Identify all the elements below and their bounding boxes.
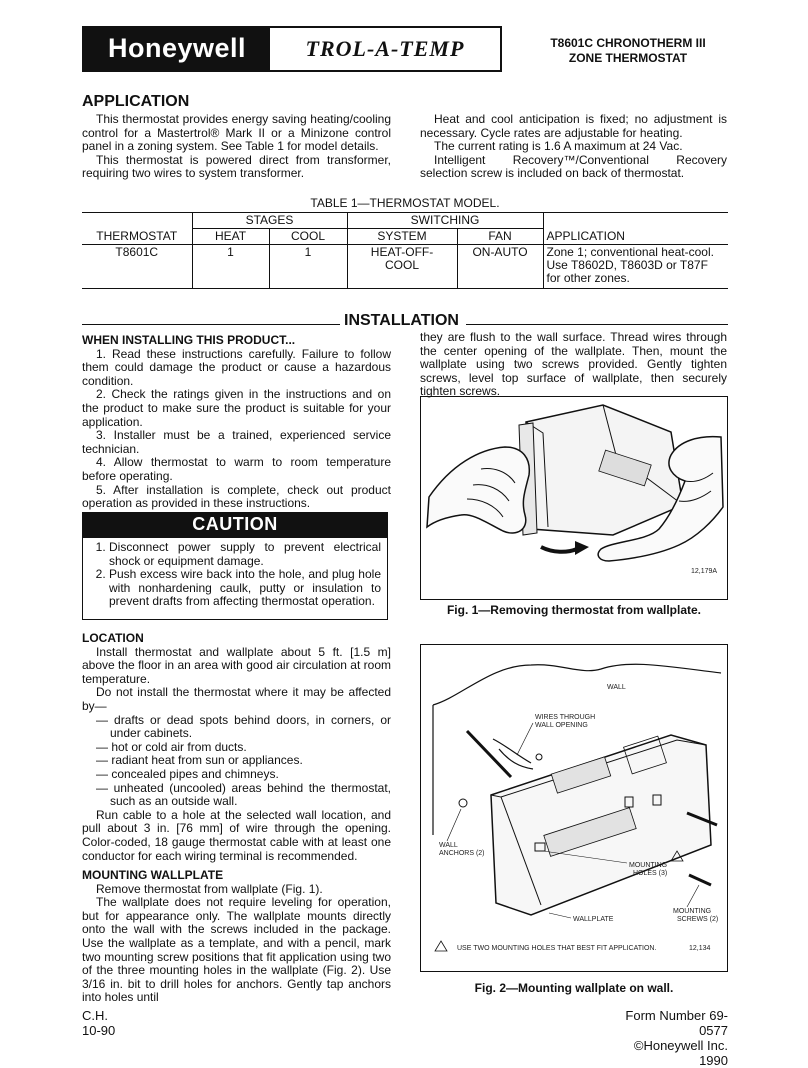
label-anchors-line-1: WALL	[439, 842, 458, 849]
footer-initials: C.H.	[82, 1008, 108, 1023]
location-heading: LOCATION	[82, 631, 144, 645]
install-step-4: 4. Allow thermostat to warm to room temperature before operating.	[82, 455, 391, 483]
divider-rule-left	[82, 324, 344, 325]
wall-outline	[433, 664, 721, 705]
caution-title: CAUTION	[82, 512, 388, 538]
label-screws-line-2: SCREWS (2)	[677, 916, 719, 923]
label-screws-line-1: MOUNTING	[673, 908, 712, 915]
table-cell-heat: 1	[192, 245, 269, 289]
table-cell-system-line-2: COOL	[384, 258, 419, 272]
location-list	[82, 714, 391, 809]
table-header-thermostat: THERMOSTAT	[96, 228, 178, 243]
application-right-column	[420, 113, 727, 181]
left-hand	[427, 447, 529, 533]
leader-line	[549, 913, 571, 918]
application-paragraph-4: The current rating is 1.6 A maximum at 24 Vac.	[434, 139, 683, 154]
label-wires-line-2: WALL OPENING	[535, 722, 588, 729]
application-paragraph-2: This thermostat is powered direct from transformer, requiring two wires to system transformer.	[82, 152, 391, 181]
caution-item-2: 2. Push excess wire back into the hole, and plug hole with nonhardening caulk, putty or insulation to prevent drafts from affecting thermostat operation.	[109, 568, 381, 609]
label-wires-line-1: WIRES THROUGH	[535, 714, 596, 721]
model-title	[528, 36, 728, 66]
label-holes-line-2: HOLES (3)	[633, 870, 668, 877]
mounting-heading: MOUNTING WALLPLATE	[82, 868, 224, 882]
honeywell-logo: Honeywell	[84, 28, 270, 70]
list-item: — concealed pipes and chimneys.	[96, 766, 279, 781]
table-row	[82, 245, 728, 289]
install-step-1: 1. Read these instructions carefully. Failure to follow them could damage the product or cause a hazardous condition.	[82, 346, 391, 388]
install-step-2: 2. Check the ratings given in the instructions and on the product to make sure the product is suitable for your application.	[82, 387, 391, 429]
brand-logo-block	[82, 26, 502, 72]
table-header-system: SYSTEM	[347, 229, 457, 245]
wires	[499, 749, 533, 769]
location-paragraph-2: Do not install the thermostat where it may be affected by—	[82, 685, 391, 713]
label-anchors-line-2: ANCHORS (2)	[439, 850, 485, 857]
model-line-2: ZONE THERMOSTAT	[568, 51, 688, 65]
figure-1-illustration	[421, 397, 727, 599]
caution-box	[82, 538, 388, 620]
wall-anchor	[536, 754, 542, 760]
mounting-continuation: they are flush to the wall surface. Thread wires through the center opening of the wallplate. Then, mount the wallplate using two screws provided. Gently tighten screws, level top surface of wallplate, then securely tighten screws.	[420, 330, 727, 399]
footer-copyright: ©Honeywell Inc. 1990	[633, 1038, 728, 1068]
table-cell-application: Zone 1; conventional heat-cool. Use T8602D, T8603D or T87F for other zones.	[543, 245, 728, 289]
label-wall: WALL	[607, 684, 626, 691]
label-wallplate: WALLPLATE	[573, 916, 614, 923]
table-cell-thermostat: T8601C	[115, 245, 159, 259]
figure-2-caption: Fig. 2—Mounting wallplate on wall.	[474, 981, 674, 995]
footer-left	[82, 1008, 115, 1038]
figure-2-code: 12,134	[689, 945, 711, 952]
divider-rule-right	[466, 324, 728, 325]
leader-line	[517, 723, 533, 755]
wall-anchor	[459, 799, 467, 807]
list-item: — hot or cold air from ducts.	[96, 739, 247, 754]
application-paragraph-5: Intelligent Recovery™/Conventional Recovery selection screw is included on back of thermostat.	[420, 152, 727, 181]
thermostat-model-table	[82, 212, 728, 289]
install-step-3: 3. Installer must be a trained, experienced service technician.	[82, 428, 391, 456]
table-blank-cell	[82, 213, 192, 229]
mounting-screw	[689, 875, 711, 885]
table-group-stages: STAGES	[192, 213, 347, 229]
installation-left-column	[82, 334, 391, 511]
list-item: — drafts or dead spots behind doors, in corners, or under cabinets.	[96, 712, 391, 741]
location-section	[82, 632, 391, 863]
application-paragraph-3: Heat and cool anticipation is fixed; no adjustment is necessary. Cycle rates are adjustable for heating.	[420, 112, 727, 140]
application-heading: APPLICATION	[82, 93, 190, 110]
leader-line	[447, 809, 461, 841]
warning-triangle-icon	[435, 941, 447, 951]
figure-1-caption: Fig. 1—Removing thermostat from wallplate.	[446, 603, 702, 617]
list-item: — unheated (uncooled) areas behind the thermostat, such as an outside wall.	[96, 780, 391, 809]
application-left-column	[82, 113, 391, 181]
list-item: — radiant heat from sun or appliances.	[96, 753, 303, 768]
model-line-1: T8601C CHRONOTHERM III	[550, 36, 706, 50]
figure-1-code: 12,179A	[691, 568, 718, 575]
table-header-cool: COOL	[269, 229, 347, 245]
figure-1-box	[420, 396, 728, 600]
mounting-section	[82, 869, 391, 1005]
footer-form-number: Form Number 69-0577	[625, 1008, 728, 1038]
when-installing-heading: WHEN INSTALLING THIS PRODUCT...	[82, 333, 296, 347]
mounting-paragraph-1: Remove thermostat from wallplate (Fig. 1).	[96, 881, 323, 896]
footer-right	[614, 1008, 728, 1068]
location-paragraph-3: Run cable to a hole at the selected wall location, and pull about 3 in. [76 mm] of wire through the opening. Color-coded, 18 gauge thermostat cable with at least one conductor for each wiring terminal is recommended.	[82, 807, 391, 863]
table-cell-fan: ON-AUTO	[457, 245, 543, 289]
figure-2-box	[420, 644, 728, 972]
installation-right-column	[420, 331, 727, 399]
table-group-switching: SWITCHING	[347, 213, 543, 229]
installation-heading: INSTALLATION	[340, 314, 463, 328]
location-paragraph-1: Install thermostat and wallplate about 5 ft. [1.5 m] above the floor in an area with good air circulation at room temperature.	[82, 644, 391, 686]
mounting-paragraph-2: The wallplate does not require leveling for operation, but for appearance only. The wallplate mounts directly onto the wall with the screws included in the package. Use the wallplate as a template, and with a pencil, mark two mounting screw positions that fit application using two of the three mounting holes in the wallplate (Fig. 2). Use 3/16 in. bit to drill holes for anchors. Gently tap anchors into holes until	[82, 895, 391, 1005]
label-holes-line-1: MOUNTING	[629, 862, 668, 869]
figure-2-illustration	[421, 645, 727, 971]
table-header-fan: FAN	[457, 229, 543, 245]
trol-a-temp-logo: TROL-A-TEMP	[305, 36, 465, 62]
footer-date: 10-90	[82, 1023, 116, 1038]
wires	[493, 739, 531, 763]
table-header-heat: HEAT	[192, 229, 269, 245]
figure-2-note: USE TWO MOUNTING HOLES THAT BEST FIT APPLICATION.	[457, 945, 657, 952]
table-cell-system	[347, 245, 457, 289]
caution-item-1: 1. Disconnect power supply to prevent electrical shock or equipment damage.	[109, 541, 381, 568]
leader-line	[687, 885, 699, 907]
install-step-5: 5. After installation is complete, check out product operation as provided in these instructions.	[82, 482, 391, 511]
pull-arrow	[541, 547, 577, 552]
table-blank-cell	[543, 213, 728, 229]
application-paragraph-1: This thermostat provides energy saving heating/cooling control for a Mastertrol® Mark II or a Minizone control panel in a zoning system. See Table 1 for model details.	[82, 112, 391, 154]
table-cell-system-line-1: HEAT-OFF-	[370, 245, 434, 259]
table-caption: TABLE 1—THERMOSTAT MODEL.	[310, 196, 500, 210]
table-header-application: APPLICATION	[543, 229, 728, 245]
table-cell-cool: 1	[269, 245, 347, 289]
pull-arrow-head	[575, 541, 589, 555]
